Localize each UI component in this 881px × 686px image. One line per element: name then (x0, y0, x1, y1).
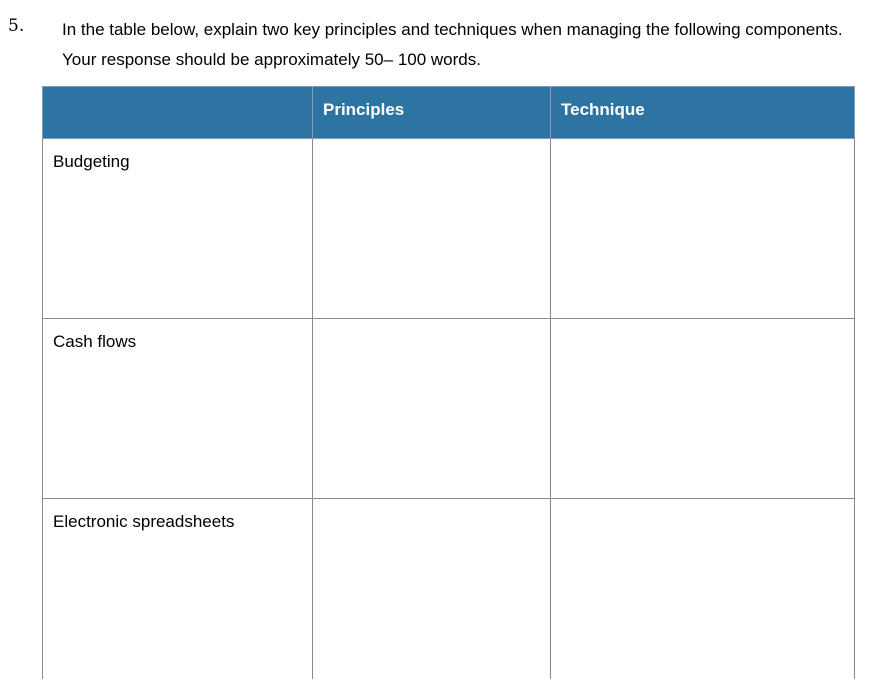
components-table (42, 86, 855, 679)
row-label-electronic-spreadsheets: Electronic spreadsheets (43, 499, 313, 679)
budgeting-principles-cell[interactable] (313, 139, 551, 319)
row-label-cash-flows: Cash flows (43, 319, 313, 499)
table-row (43, 499, 855, 679)
table-row (43, 319, 855, 499)
cash-flows-principles-cell[interactable] (313, 319, 551, 499)
row-label-budgeting: Budgeting (43, 139, 313, 319)
header-technique: Technique (551, 87, 855, 139)
electronic-spreadsheets-principles-cell[interactable] (313, 499, 551, 679)
budgeting-technique-cell[interactable] (551, 139, 855, 319)
question-number: 5. (8, 16, 25, 36)
table-header-row (43, 87, 855, 139)
electronic-spreadsheets-technique-cell[interactable] (551, 499, 855, 679)
table-row (43, 139, 855, 319)
header-component (43, 87, 313, 139)
cash-flows-technique-cell[interactable] (551, 319, 855, 499)
header-principles: Principles (313, 87, 551, 139)
question-text: In the table below, explain two key principles and techniques when managing the following components. Your response should be approximately 50– 100 words. (62, 20, 843, 69)
